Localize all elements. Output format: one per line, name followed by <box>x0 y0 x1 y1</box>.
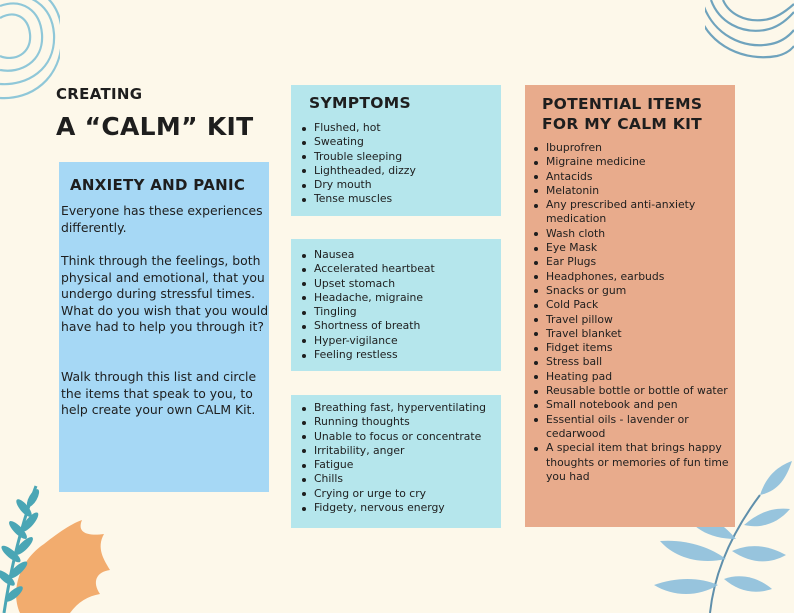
header-subtitle: CREATING <box>56 85 143 103</box>
page-title: A “CALM” KIT <box>56 112 254 141</box>
swirl-lines-top-right <box>705 0 794 62</box>
anxiety-paragraph-3: Walk through this list and circle the items that speak to you, to help create your own CALM Kit. <box>61 369 257 418</box>
list-item: Dry mouth <box>301 178 416 192</box>
list-item: Sweating <box>301 135 416 149</box>
potential-items-list <box>533 141 729 484</box>
symptoms-heading: SYMPTOMS <box>309 94 411 112</box>
list-item: Wash cloth <box>533 227 729 241</box>
list-item: Fidgety, nervous energy <box>301 501 486 515</box>
list-item: Trouble sleeping <box>301 150 416 164</box>
leaf-decoration-bottom-left <box>0 478 112 613</box>
list-item: Flushed, hot <box>301 121 416 135</box>
list-item: Tingling <box>301 305 435 319</box>
list-item: Irritability, anger <box>301 444 486 458</box>
list-item: Running thoughts <box>301 415 486 429</box>
anxiety-paragraph-1: Everyone has these experiences differently. <box>61 203 263 235</box>
potential-items-panel <box>525 85 735 527</box>
list-item: Feeling restless <box>301 348 435 362</box>
list-item: Stress ball <box>533 355 729 369</box>
list-item: Cold Pack <box>533 298 729 312</box>
symptoms-panel-1 <box>291 85 501 216</box>
list-item: Eye Mask <box>533 241 729 255</box>
list-item: Unable to focus or concentrate <box>301 430 486 444</box>
symptoms-list-3 <box>301 401 486 515</box>
list-item: Migraine medicine <box>533 155 729 169</box>
list-item: Reusable bottle or bottle of water <box>533 384 729 398</box>
list-item: Crying or urge to cry <box>301 487 486 501</box>
potential-items-heading: POTENTIAL ITEMS FOR MY CALM KIT <box>542 95 703 133</box>
symptoms-list-1 <box>301 121 416 207</box>
list-item: Fidget items <box>533 341 729 355</box>
symptoms-panel-2 <box>291 239 501 371</box>
anxiety-heading: ANXIETY AND PANIC <box>70 176 246 194</box>
list-item: Melatonin <box>533 184 729 198</box>
list-item: Travel blanket <box>533 327 729 341</box>
swirl-lines-top-left <box>0 0 60 110</box>
list-item: Headphones, earbuds <box>533 270 729 284</box>
list-item: Upset stomach <box>301 277 435 291</box>
anxiety-paragraph-2: Think through the feelings, both physical and emotional, that you undergo during stressful times. What do you wish that you would have had to help you through it? <box>61 253 269 335</box>
list-item: Ibuprofren <box>533 141 729 155</box>
list-item: Snacks or gum <box>533 284 729 298</box>
list-item: Ear Plugs <box>533 255 729 269</box>
list-item: Lightheaded, dizzy <box>301 164 416 178</box>
list-item: Chills <box>301 472 486 486</box>
list-item: Small notebook and pen <box>533 398 729 412</box>
list-item: Fatigue <box>301 458 486 472</box>
list-item: Accelerated heartbeat <box>301 262 435 276</box>
list-item: A special item that brings happy thoughts or memories of fun time you had <box>533 441 729 484</box>
list-item: Breathing fast, hyperventilating <box>301 401 486 415</box>
list-item: Antacids <box>533 170 729 184</box>
list-item: Tense muscles <box>301 192 416 206</box>
list-item: Travel pillow <box>533 313 729 327</box>
list-item: Heating pad <box>533 370 729 384</box>
symptoms-panel-3 <box>291 395 501 528</box>
list-item: Essential oils - lavender or cedarwood <box>533 413 729 442</box>
list-item: Hyper-vigilance <box>301 334 435 348</box>
list-item: Shortness of breath <box>301 319 435 333</box>
symptoms-list-2 <box>301 248 435 362</box>
list-item: Any prescribed anti-anxiety medication <box>533 198 729 227</box>
anxiety-panic-panel <box>59 162 269 492</box>
list-item: Headache, migraine <box>301 291 435 305</box>
list-item: Nausea <box>301 248 435 262</box>
